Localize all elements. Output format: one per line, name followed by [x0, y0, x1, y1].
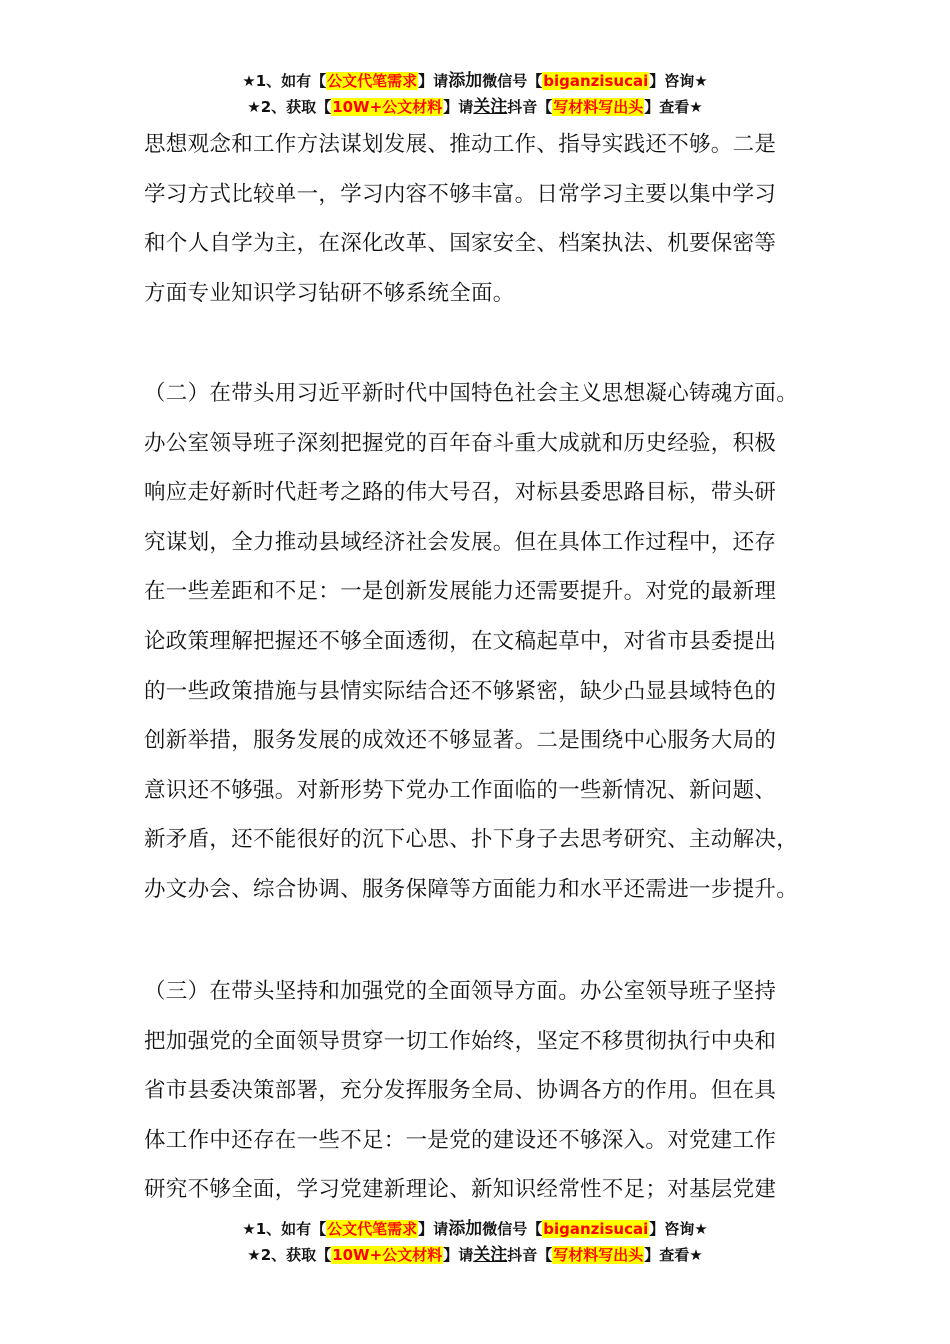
text-line: 学习方式比较单一，学习内容不够丰富。日常学习主要以集中学习 — [144, 181, 777, 207]
text-line: 思想观念和工作方法谋划发展、推动工作、指导实践还不够。二是 — [144, 132, 777, 157]
text-line: 把加强党的全面领导贯穿一切工作始终，坚定不移贯彻执行中央和 — [144, 1028, 777, 1054]
header-banner — [0, 68, 950, 120]
highlight-service: 公文代笔需求 — [327, 72, 418, 90]
text-line: 的一些政策措施与县情实际结合还不够紧密，缺少凸显县域特色的 — [144, 678, 777, 704]
text-line: 创新举措，服务发展的成效还不够显著。二是围绕中心服务大局的 — [144, 728, 777, 754]
highlight-materials: 10W+公文材料 — [332, 98, 443, 116]
text-line: 体工作中还存在一些不足：一是党的建设还不够深入。对党建工作 — [144, 1127, 777, 1153]
text-line: 研究不够全面，学习党建新理论、新知识经常性不足；对基层党建 — [144, 1177, 777, 1203]
highlight-douyin-account: 写材料写出头 — [553, 1246, 644, 1264]
highlight-wechat-id: biganzisucai — [543, 72, 649, 90]
text-line: 响应走好新时代赶考之路的伟大号召，对标县委思路目标，带头研 — [144, 480, 777, 506]
text-line: 究谋划，全力推动县域经济社会发展。但在具体工作过程中，还存 — [144, 529, 777, 555]
text-line: 论政策理解把握还不够全面透彻，在文稿起草中，对省市县委提出 — [144, 628, 777, 654]
banner-line-1: ★1、如有【公文代笔需求】请添加微信号【biganzisucai】咨询★ — [242, 71, 708, 91]
highlight-materials: 10W+公文材料 — [332, 1246, 443, 1264]
text-line: （三）在带头坚持和加强党的全面领导方面。办公室领导班子坚持 — [144, 979, 777, 1004]
highlight-service: 公文代笔需求 — [327, 1220, 418, 1238]
text-line: 新矛盾，还不能很好的沉下心思、扑下身子去思考研究、主动解决， — [144, 827, 799, 853]
footer-banner — [0, 1216, 950, 1268]
banner-line-2: ★2、获取【10W+公文材料】请关注抖音【写材料写出头】查看★ — [247, 97, 703, 117]
banner-line-2: ★2、获取【10W+公文材料】请关注抖音【写材料写出头】查看★ — [247, 1245, 703, 1265]
highlight-wechat-id: biganzisucai — [543, 1220, 649, 1238]
text-line: 办公室领导班子深刻把握党的百年奋斗重大成就和历史经验，积极 — [144, 430, 777, 456]
paragraph-block-2 — [144, 369, 828, 915]
text-line: 和个人自学为主，在深化改革、国家安全、档案执法、机要保密等 — [144, 231, 777, 257]
text-line: 方面专业知识学习钻研不够系统全面。 — [144, 280, 515, 306]
text-line: 在一些差距和不足：一是创新发展能力还需要提升。对党的最新理 — [144, 579, 777, 605]
text-line: 省市县委决策部署，充分发挥服务全局、协调各方的作用。但在具 — [144, 1078, 777, 1104]
text-line: （二）在带头用习近平新时代中国特色社会主义思想凝心铸魂方面。 — [144, 381, 799, 406]
text-line: 意识还不够强。对新形势下党办工作面临的一些新情况、新问题、 — [144, 777, 777, 803]
paragraph-block-3 — [144, 967, 828, 1215]
text-line: 办文办会、综合协调、服务保障等方面能力和水平还需进一步提升。 — [144, 876, 799, 902]
paragraph-block-1 — [144, 120, 828, 318]
banner-line-1: ★1、如有【公文代笔需求】请添加微信号【biganzisucai】咨询★ — [242, 1219, 708, 1239]
highlight-douyin-account: 写材料写出头 — [553, 98, 644, 116]
